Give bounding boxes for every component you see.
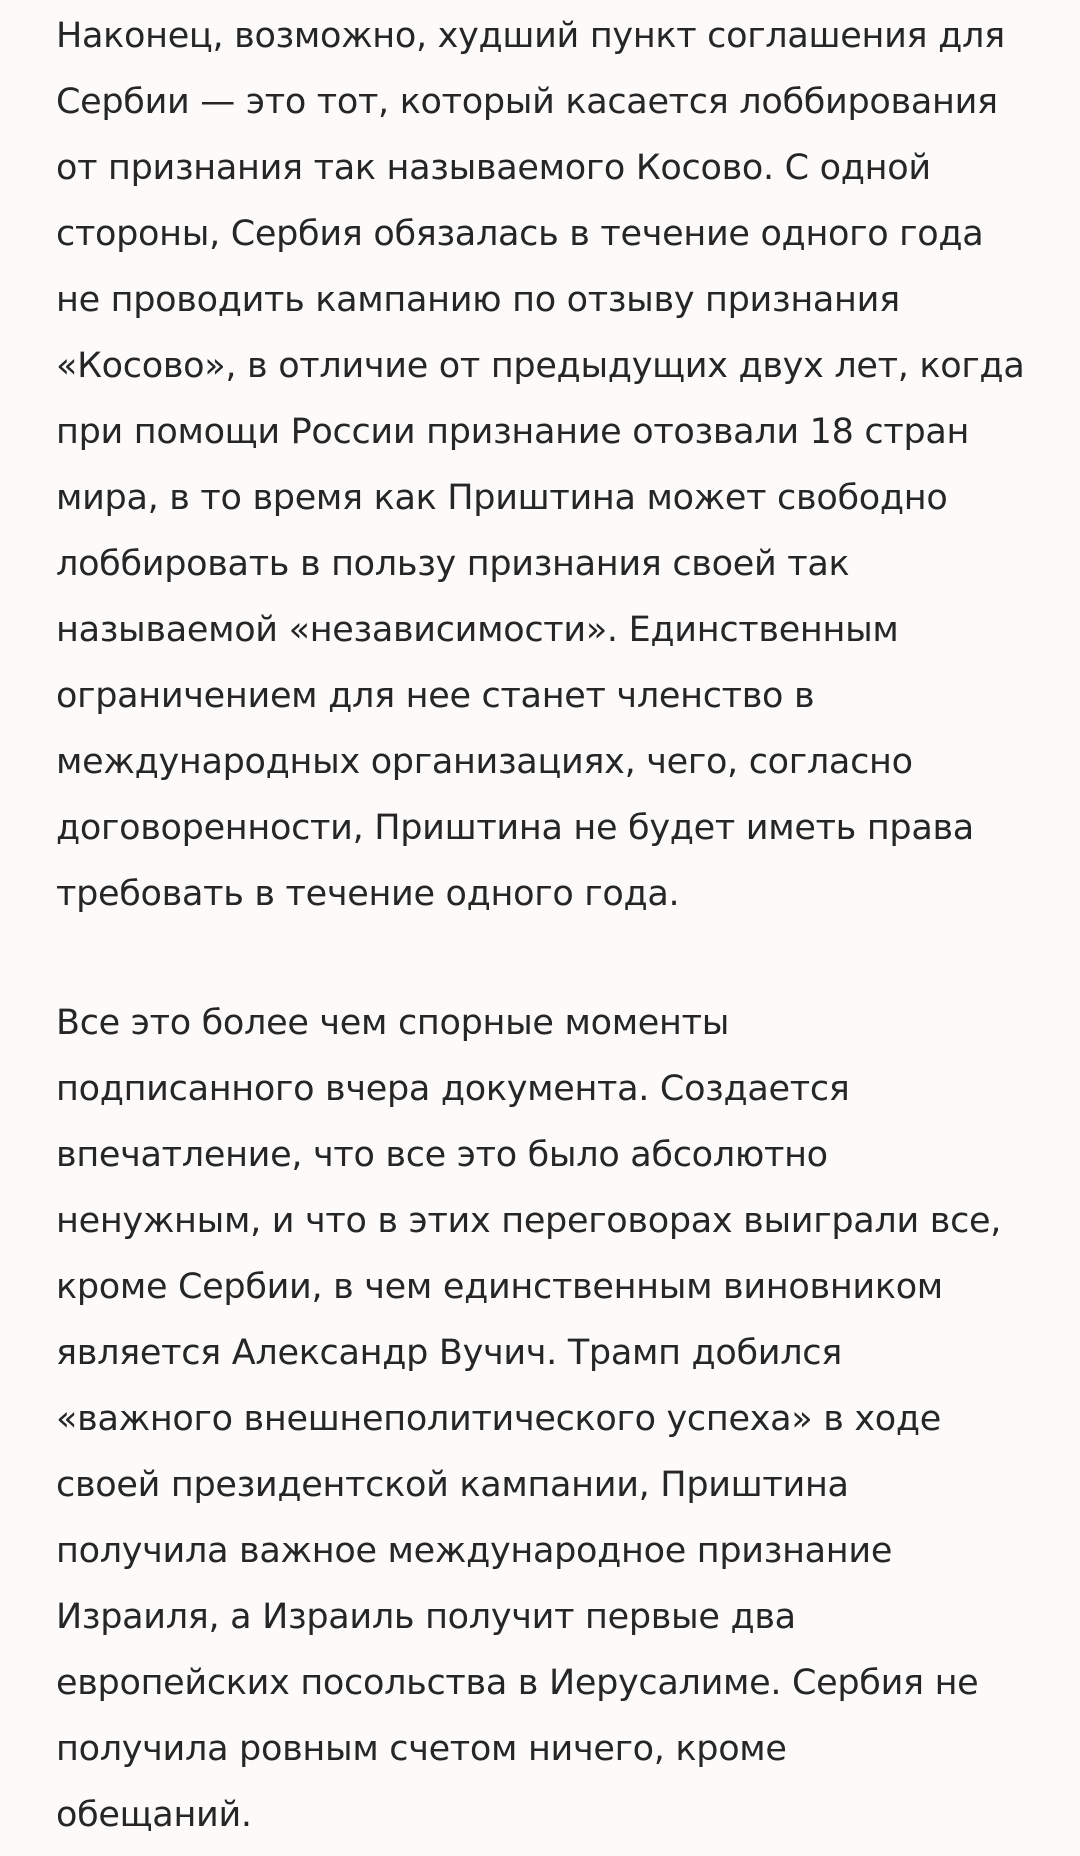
text-line: Израиля, а Израиль получит первые два bbox=[56, 1597, 796, 1637]
paragraph-1 bbox=[56, 3, 1024, 927]
text-line: Наконец, возможно, худший пункт соглашения для bbox=[56, 16, 1005, 56]
text-line: европейских посольства в Иерусалиме. Сербия не bbox=[56, 1663, 979, 1703]
text-line: при помощи России признание отозвали 18 стран bbox=[56, 412, 970, 452]
text-line: стороны, Сербия обязалась в течение одного года bbox=[56, 214, 984, 254]
text-line: лоббировать в пользу признания своей так bbox=[56, 544, 850, 584]
text-line: получила ровным счетом ничего, кроме bbox=[56, 1729, 787, 1769]
text-line: Сербии — это тот, который касается лоббирования bbox=[56, 82, 998, 122]
text-line: от признания так называемого Косово. С одной bbox=[56, 148, 931, 188]
text-line: обещаний. bbox=[56, 1795, 252, 1835]
text-line: подписанного вчера документа. Создается bbox=[56, 1069, 850, 1109]
text-line: впечатление, что все это было абсолютно bbox=[56, 1135, 828, 1175]
text-line: международных организациях, чего, согласно bbox=[56, 742, 913, 782]
text-line: договоренности, Приштина не будет иметь права bbox=[56, 808, 974, 848]
paragraph-2 bbox=[56, 990, 1001, 1848]
text-line: ограничением для нее станет членство в bbox=[56, 676, 815, 716]
text-line: «Косово», в отличие от предыдущих двух лет, когда bbox=[56, 346, 1025, 386]
text-line: не проводить кампанию по отзыву признания bbox=[56, 280, 900, 320]
text-line: требовать в течение одного года. bbox=[56, 874, 680, 914]
text-line: кроме Сербии, в чем единственным виновником bbox=[56, 1267, 943, 1307]
text-line: ненужным, и что в этих переговорах выиграли все, bbox=[56, 1201, 1002, 1241]
text-line: своей президентской кампании, Приштина bbox=[56, 1465, 849, 1505]
text-line: называемой «независимости». Единственным bbox=[56, 610, 899, 650]
text-line: является Александр Вучич. Трамп добился bbox=[56, 1333, 843, 1373]
text-line: получила важное международное признание bbox=[56, 1531, 893, 1571]
text-line: «важного внешнеполитического успеха» в ходе bbox=[56, 1399, 942, 1439]
text-line: Все это более чем спорные моменты bbox=[56, 1003, 730, 1043]
text-line: мира, в то время как Приштина может свободно bbox=[56, 478, 948, 518]
